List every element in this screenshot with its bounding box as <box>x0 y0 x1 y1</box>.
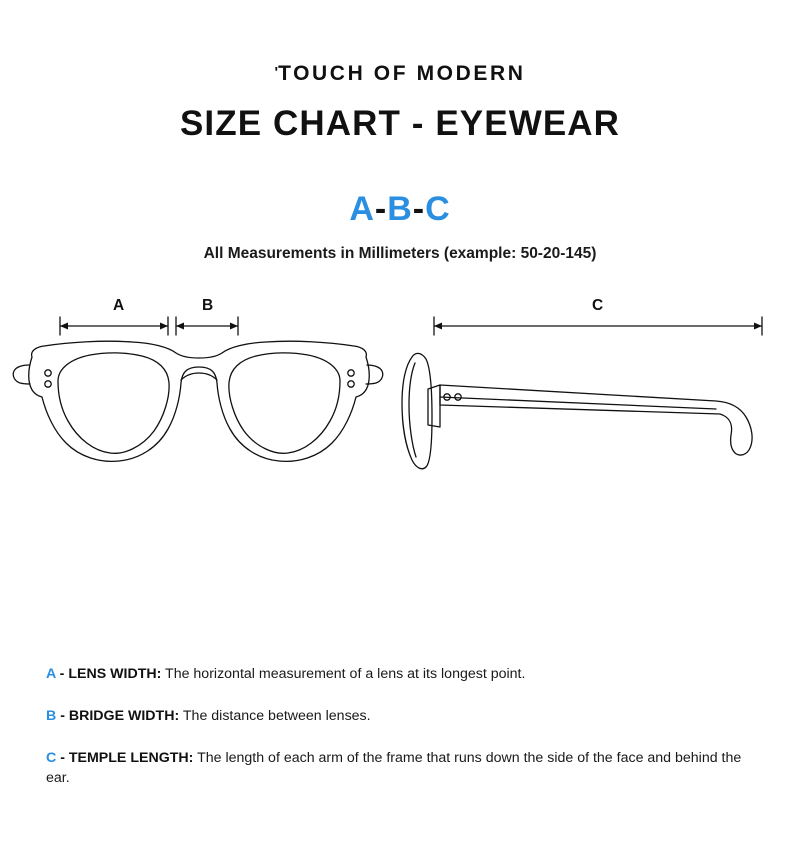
size-chart-page <box>0 62 800 862</box>
measurement-subtitle: All Measurements in Millimeters (example: 50-20-145) <box>203 245 597 262</box>
abc-b: B <box>387 190 413 228</box>
abc-dash-1: - <box>374 190 388 228</box>
legend-key-b: B <box>46 708 57 724</box>
legend-key-c: C <box>46 750 57 766</box>
legend-dash-a: - <box>55 666 69 682</box>
legend <box>46 664 754 788</box>
abc-code <box>0 190 800 229</box>
abc-dash-2: - <box>412 190 426 228</box>
legend-dash-b: - <box>56 708 69 724</box>
abc-c: C <box>425 190 451 228</box>
brand-title <box>0 62 800 86</box>
brand-tick: ' <box>274 64 279 81</box>
eyeglasses-side-view <box>402 353 752 468</box>
dimension-arrow-a <box>60 317 168 335</box>
legend-item-bridge-width <box>46 706 754 726</box>
dimension-label-a: A <box>113 297 125 314</box>
legend-term-temple-length: TEMPLE LENGTH: <box>68 750 194 766</box>
legend-item-temple-length <box>46 748 754 788</box>
page-title: SIZE CHART - EYEWEAR <box>179 104 621 143</box>
dimension-label-b: B <box>202 297 214 314</box>
legend-desc-lens-width: The horizontal measurement of a lens at its longest point. <box>161 666 526 682</box>
dimension-arrow-b <box>176 317 238 335</box>
legend-key-a: A <box>46 666 56 682</box>
legend-desc-temple-length: The length of each arm of the frame that runs down the side of the face and behind the ear. <box>46 750 742 786</box>
eyeglasses-front-view <box>13 341 383 461</box>
legend-desc-bridge-width: The distance between lenses. <box>179 708 371 724</box>
legend-term-bridge-width: BRIDGE WIDTH: <box>68 708 180 724</box>
brand-name: TOUCH OF MODERN <box>278 62 526 85</box>
eyewear-diagram <box>0 285 800 535</box>
dimension-label-c: C <box>592 297 604 314</box>
legend-item-lens-width <box>46 664 754 684</box>
dimension-arrow-c <box>434 317 762 335</box>
legend-dash-c: - <box>56 750 69 766</box>
legend-term-lens-width: LENS WIDTH: <box>68 666 162 682</box>
abc-a: A <box>349 190 375 228</box>
diagram-svg <box>0 285 800 535</box>
